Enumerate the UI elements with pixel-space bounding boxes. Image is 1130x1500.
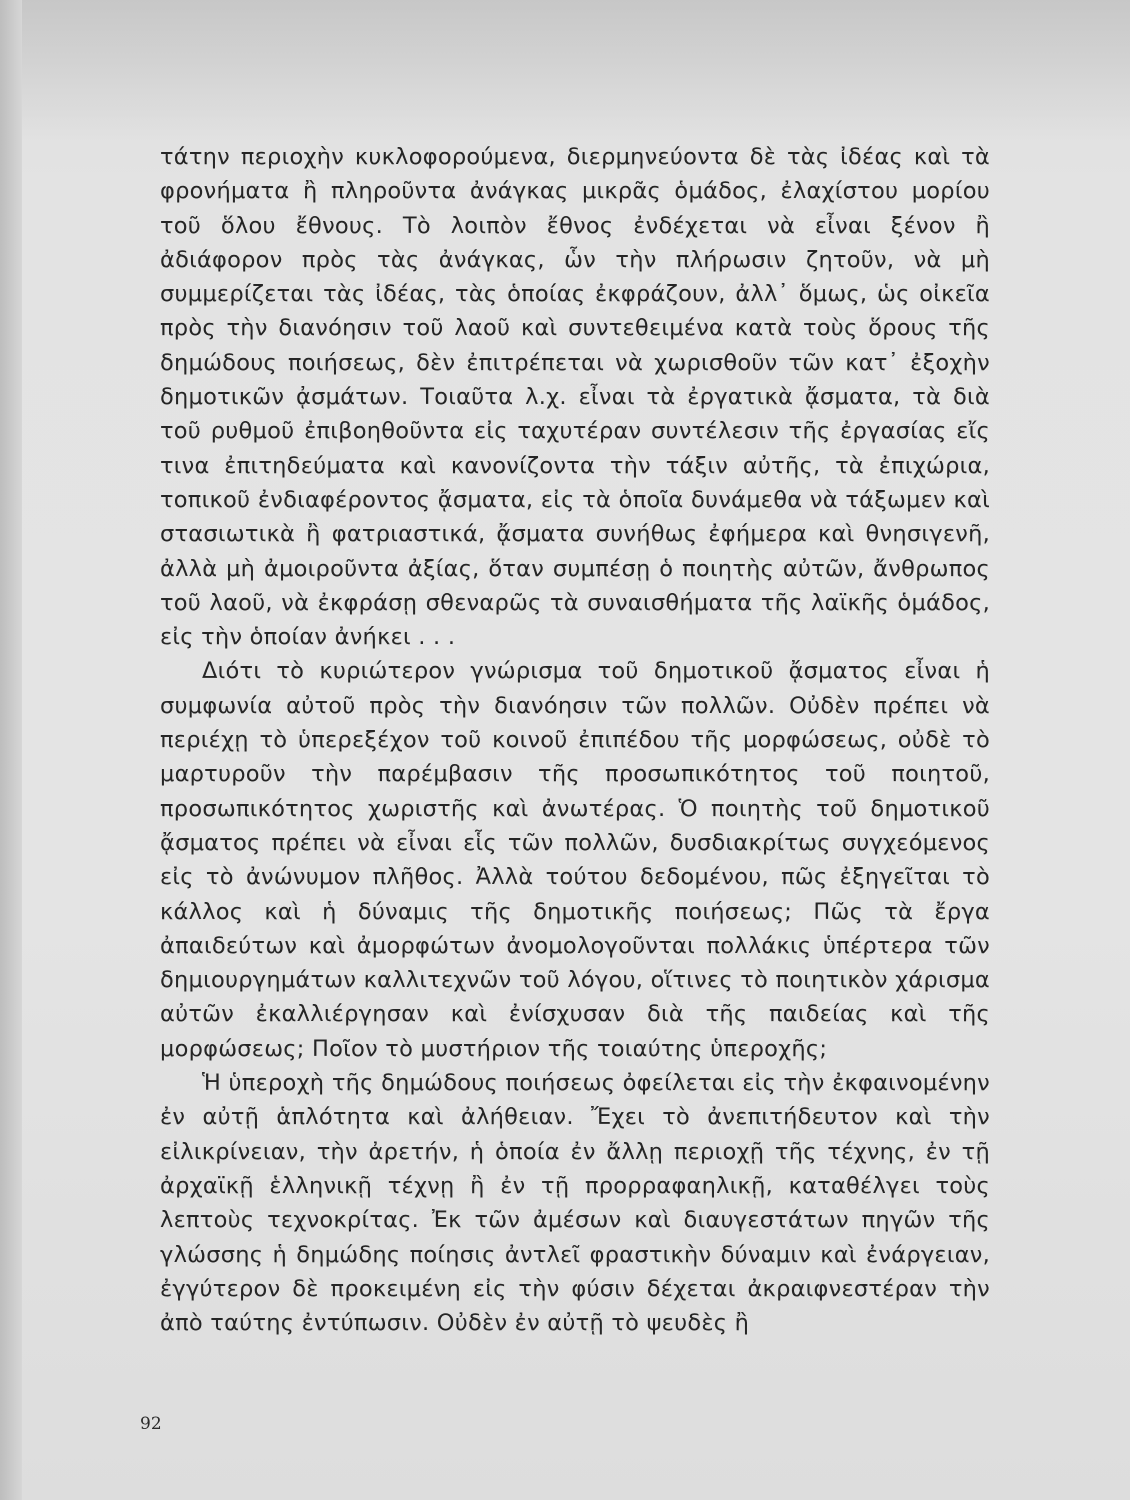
paragraph: Διότι τὸ κυριώτερον γνώρισμα τοῦ δημοτικοῦ ᾄσματος εἶναι ἡ συμφωνία αὐτοῦ πρὸς τὴν διανόησιν τῶν πολλῶν. Οὐδὲν πρέπει νὰ περιέχῃ τὸ ὑπερεξέχον τοῦ κοινοῦ ἐπιπέδου τῆς μορφώσεως, οὐδὲ τὸ μαρτυροῦν τὴν παρέμβασιν τῆς προσωπικότητος τοῦ ποιητοῦ, προσωπικότητος χωριστῆς καὶ ἀνωτέρας. Ὁ ποιητὴς τοῦ δημοτικοῦ ᾄσματος πρέπει νὰ εἶναι εἷς τῶν πολλῶν, δυσδιακρίτως συγχεόμενος εἰς τὸ ἀνώνυμον πλῆθος. Ἀλλὰ τούτου δεδομένου, πῶς ἐξηγεῖται τὸ κάλλος καὶ ἡ δύναμις τῆς δημοτικῆς ποιήσεως; Πῶς τὰ ἔργα ἀπαιδεύτων καὶ ἀμορφώτων ἀνομολογοῦνται πολλάκις ὑπέρτερα τῶν δημιουργημάτων καλλιτεχνῶν τοῦ λόγου, οἵτινες τὸ ποιητικὸν χάρισμα αὐτῶν ἐκαλλιέργησαν καὶ ἐνίσχυσαν διὰ τῆς παιδείας καὶ τῆς μορφώσεως; Ποῖον τὸ μυστήριον τῆς τοιαύτης ὑπεροχῆς;	[160, 658, 990, 1062]
body-text	[160, 140, 990, 1340]
page-number: 92	[140, 1414, 162, 1434]
bleed-through-shadow	[0, 0, 1130, 140]
paragraph-continuation: τάτην περιοχὴν κυκλοφορούμενα, διερμηνεύοντα δὲ τὰς ἰδέας καὶ τὰ φρονήματα ἢ πληροῦντα ἀνάγκας μικρᾶς ὁμάδος, ἐλαχίστου μορίου τοῦ ὅλου ἔθνους. Τὸ λοιπὸν ἔθνος ἐνδέχεται νὰ εἶναι ξένον ἢ ἀδιάφορον πρὸς τὰς ἀνάγκας, ὧν τὴν πλήρωσιν ζητοῦν, νὰ μὴ συμμερίζεται τὰς ἰδέας, τὰς ὁποίας ἐκφράζουν, ἀλλ᾽ ὅμως, ὡς οἰκεῖα πρὸς τὴν διανόησιν τοῦ λαοῦ καὶ συντεθειμένα κατὰ τοὺς ὅρους τῆς δημώδους ποιήσεως, δὲν ἐπιτρέπεται νὰ χωρισθοῦν τῶν κατ᾽ ἐξοχὴν δημοτικῶν ᾀσμάτων. Τοιαῦτα λ.χ. εἶναι τὰ ἐργατικὰ ᾄσματα, τὰ διὰ τοῦ ρυθμοῦ ἐπιβοηθοῦντα εἰς ταχυτέραν συντέλεσιν τῆς ἐργασίας εἴς τινα ἐπιτηδεύματα καὶ κανονίζοντα τὴν τάξιν αὐτῆς, τὰ ἐπιχώρια, τοπικοῦ ἐνδιαφέροντος ᾄσματα, εἰς τὰ ὁποῖα δυνάμεθα νὰ τάξωμεν καὶ στασιωτικὰ ἢ φατριαστικά, ᾄσματα συνήθως ἐφήμερα καὶ θνησιγενῆ, ἀλλὰ μὴ ἀμοιροῦντα ἀξίας, ὅταν συμπέσῃ ὁ ποιητὴς αὐτῶν, ἄνθρωπος τοῦ λαοῦ, νὰ ἐκφράσῃ σθεναρῶς τὰ συναισθήματα τῆς λαϊκῆς ὁμάδος, εἰς τὴν ὁποίαν ἀνήκει . . .	[160, 144, 990, 651]
paragraph: Ἡ ὑπεροχὴ τῆς δημώδους ποιήσεως ὀφείλεται εἰς τὴν ἐκφαινομένην ἐν αὐτῇ ἁπλότητα καὶ ἀλήθειαν. Ἔχει τὸ ἀνεπιτήδευτον καὶ τὴν εἰλικρίνειαν, τὴν ἀρετήν, ἡ ὁποία ἐν ἄλλῃ περιοχῇ τῆς τέχνης, ἐν τῇ ἀρχαϊκῇ ἑλληνικῇ τέχνῃ ἢ ἐν τῇ προρραφαηλικῇ, καταθέλγει τοὺς λεπτοὺς τεχνοκρίτας. Ἐκ τῶν ἀμέσων καὶ διαυγεστάτων πηγῶν τῆς γλώσσης ἡ δημώδης ποίησις ἀντλεῖ φραστικὴν δύναμιν καὶ ἐνάργειαν, ἐγγύτερον δὲ προκειμένη εἰς τὴν φύσιν δέχεται ἀκραιφνεστέραν τὴν ἀπὸ ταύτης ἐντύπωσιν. Οὐδὲν ἐν αὐτῇ τὸ ψευδὲς ἢ	[160, 1070, 990, 1337]
page-spine-edge	[0, 0, 22, 1500]
